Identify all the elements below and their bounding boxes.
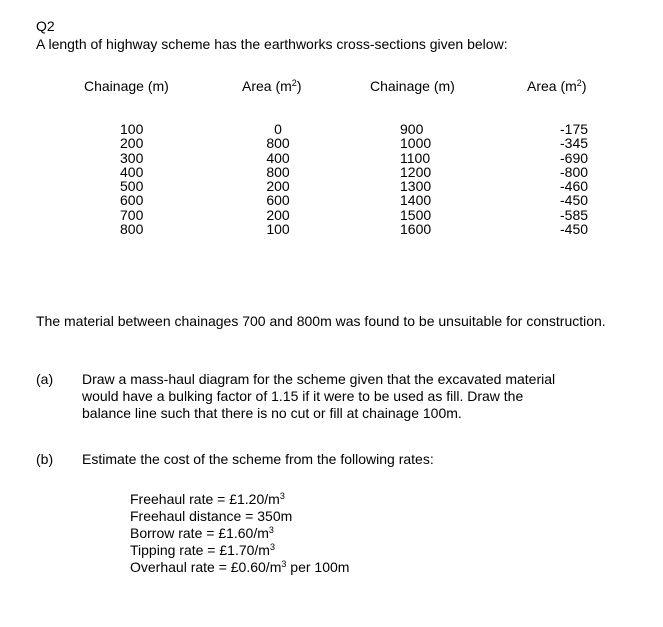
unsuitable-material-note: The material between chainages 700 and 800m was found to be unsuitable for construction. (36, 313, 606, 329)
table-cell: 1000 (400, 135, 432, 152)
table-cell: 600 (120, 192, 144, 209)
table-cell: 700 (120, 206, 144, 223)
rates-list (130, 491, 349, 576)
column-area-1 (258, 122, 298, 236)
table-cell: 0 (274, 121, 282, 137)
table-cell: 1500 (400, 206, 432, 223)
table-cell: 200 (266, 206, 290, 223)
column-chainage-2 (400, 122, 431, 236)
table-cell: 100 (266, 221, 290, 238)
part-b-text: Estimate the cost of the scheme from the following rates: (82, 451, 434, 467)
part-a-label: (a) (36, 371, 54, 387)
header-area-1: Area $(m^2)$ (242, 78, 302, 94)
table-cell: 1100 (400, 149, 431, 166)
borrow-rate: Borrow rate = $£1.60/m^3$ (130, 525, 274, 541)
table-cell: 1600 (400, 221, 432, 238)
table-cell: -460 (560, 178, 589, 195)
part-a-line: Draw a mass-haul diagram for the scheme given that the excavated material (82, 371, 556, 387)
table-cell: -690 (560, 149, 589, 166)
part-a-line: balance line such that there is no cut or fill at chainage 100m. (82, 405, 462, 421)
table-cell: -345 (560, 135, 589, 152)
table-cell: 100 (120, 121, 144, 137)
question-number: Q2 (36, 18, 55, 34)
column-area-2 (560, 122, 588, 236)
table-cell: -585 (560, 206, 589, 223)
table-cell: 800 (266, 135, 290, 152)
table-cell: 800 (120, 221, 144, 238)
table-cell: 800 (266, 163, 290, 180)
freehaul-distance: Freehaul distance = 350m (130, 508, 293, 524)
tipping-rate: Tipping rate = $£1.70/m^3$ (130, 542, 275, 558)
table-cell: 200 (120, 135, 144, 152)
table-cell: 900 (400, 121, 424, 137)
header-chainage-2: Chainage (m) (370, 78, 455, 94)
table-cell: 200 (266, 178, 290, 195)
table-cell: 400 (120, 163, 144, 180)
table-cell: 1400 (400, 192, 432, 209)
table-cell: 400 (266, 149, 290, 166)
table-cell: -175 (560, 121, 589, 137)
part-a-line: would have a bulking factor of 1.15 if it were to be used as fill. Draw the (82, 388, 524, 404)
column-chainage-1 (120, 122, 143, 236)
freehaul-rate: Freehaul rate = $£1.20/m^3$ (130, 491, 285, 507)
part-b-label: (b) (36, 451, 54, 467)
table-cell: 500 (120, 178, 144, 195)
table-cell: 300 (120, 149, 144, 166)
table-cell: 1300 (400, 178, 432, 195)
table-cell: -450 (560, 192, 589, 209)
overhaul-rate: Overhaul rate = $£0.60/m^3$ per 100m (130, 559, 350, 575)
question-intro: A length of highway scheme has the earthworks cross-sections given below: (36, 36, 508, 52)
table-cell: 600 (266, 192, 290, 209)
table-cell: -450 (560, 221, 589, 238)
table-cell: -800 (560, 163, 589, 180)
part-a-text (82, 371, 642, 422)
table-cell: 1200 (400, 163, 432, 180)
header-area-2: Area $(m^2)$ (527, 78, 587, 94)
header-chainage-1: Chainage (m) (84, 78, 169, 94)
